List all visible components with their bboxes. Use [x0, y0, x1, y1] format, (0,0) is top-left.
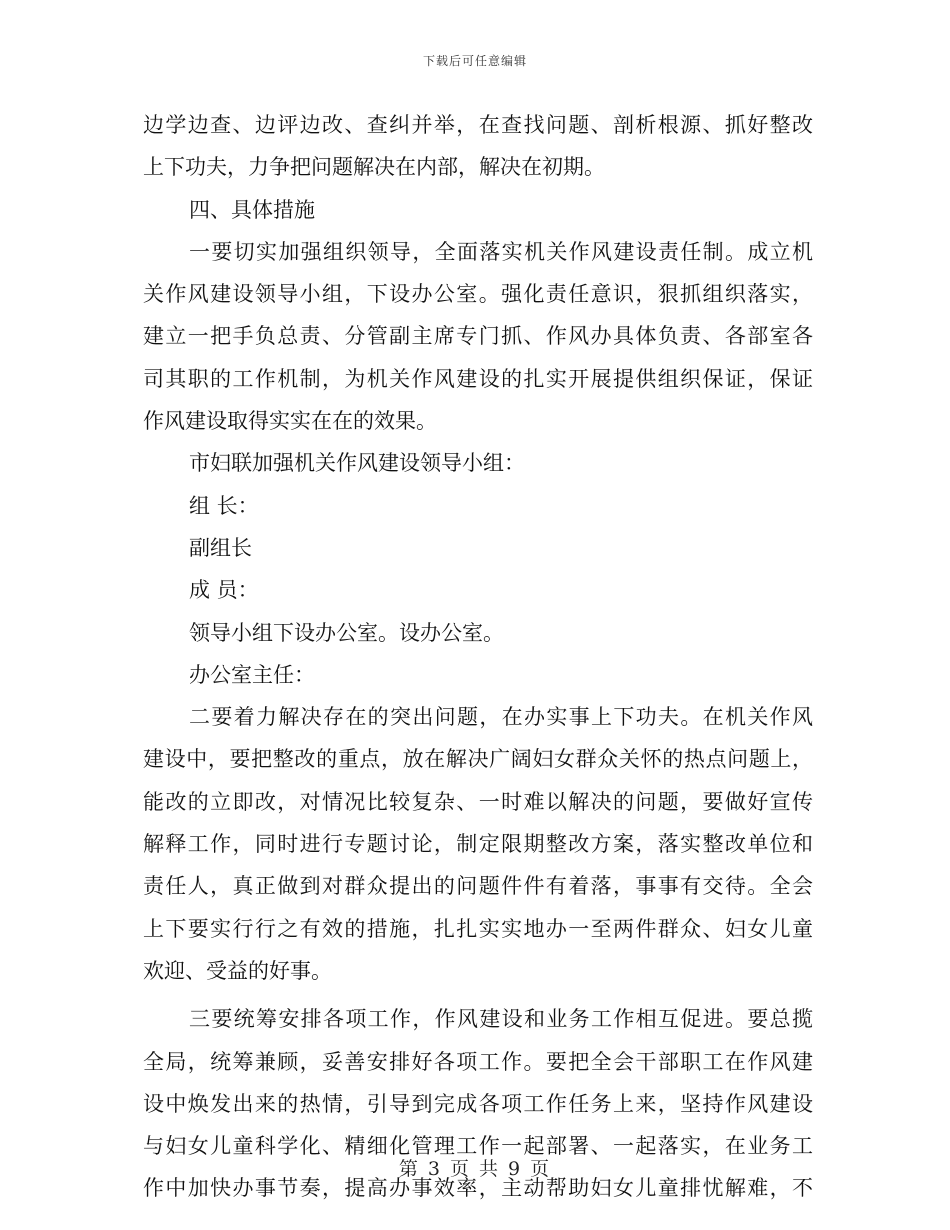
body-line: 作中加快办事节奏，提高办事效率，主动帮助妇女儿童排忧解难，不: [143, 1176, 813, 1201]
body-line: 司其职的工作机制，为机关作风建设的扎实开展提供组织保证，保证: [143, 366, 813, 391]
body-line: 作风建设取得实实在在的效果。: [143, 409, 437, 434]
body-line: 二要着力解决存在的突出问题，在办实事上下功夫。在机关作风: [189, 705, 813, 730]
body-line: 与妇女儿童科学化、精细化管理工作一起部署、一起落实，在业务工: [143, 1134, 813, 1159]
body-line: 三要统筹安排各项工作，作风建设和业务工作相互促进。要总揽: [189, 1007, 813, 1032]
body-line: 边学边查、边评边改、查纠并举，在查找问题、剖析根源、抓好整改: [143, 113, 813, 137]
group-deputy-label: 副组长: [189, 535, 252, 560]
body-line: 一要切实加强组织领导，全面落实机关作风建设责任制。成立机: [189, 239, 813, 264]
body-line: 建设中，要把整改的重点，放在解决广阔妇女群众关怀的热点问题上，: [143, 747, 813, 772]
group-title: 市妇联加强机关作风建设领导小组：: [189, 451, 525, 476]
body-line: 欢迎、受益的好事。: [143, 958, 332, 983]
page-header: 下载后可任意编辑: [422, 54, 527, 68]
body-line: 建立一把手负总责、分管副主席专门抓、作风办具体负责、各部室各: [143, 324, 813, 349]
body-line: 能改的立即改，对情况比较复杂、一时难以解决的问题，要做好宣传: [143, 789, 813, 814]
body-line: 上下要实行行之有效的措施，扎扎实实地办一至两件群众、妇女儿童: [143, 916, 813, 941]
group-leader-label: 组 长：: [189, 493, 259, 518]
page-footer: 第 3 页 共 9 页: [398, 1158, 552, 1180]
body-line: 责任人，真正做到对群众提出的问题件件有着落，事事有交待。全会: [143, 874, 813, 899]
section-heading: 四、具体措施: [189, 197, 315, 222]
body-line: 设中焕发出来的热情，引导到完成各项工作任务上来，坚持作风建设: [143, 1091, 813, 1116]
body-line: 领导小组下设办公室。设办公室。: [189, 620, 504, 645]
office-director-label: 办公室主任：: [189, 662, 315, 687]
body-line: 关作风建设领导小组，下设办公室。强化责任意识，狠抓组织落实，: [143, 282, 813, 307]
body-line: 解释工作，同时进行专题讨论，制定限期整改方案，落实整改单位和: [143, 832, 813, 857]
body-line: 上下功夫，力争把问题解决在内部，解决在初期。: [143, 155, 605, 180]
group-member-label: 成 员：: [189, 578, 259, 603]
body-line: 全局，统筹兼顾，妥善安排好各项工作。要把全会干部职工在作风建: [143, 1049, 813, 1074]
document-body: [143, 104, 813, 1210]
